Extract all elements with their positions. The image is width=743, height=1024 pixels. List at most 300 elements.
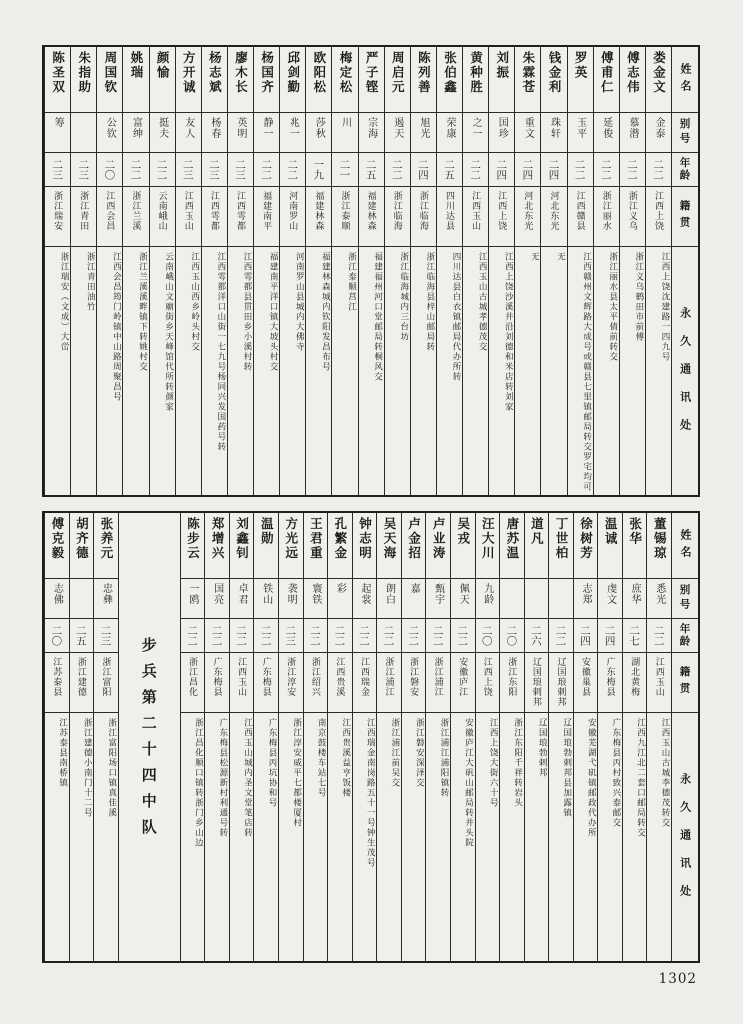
roster-entry-颜愉 bbox=[149, 47, 175, 495]
entry-age bbox=[646, 153, 671, 187]
entry-name bbox=[332, 47, 357, 113]
entry-origin bbox=[228, 187, 253, 247]
entry-address-text: 无 bbox=[529, 252, 540, 262]
entry-address-text: 安徽庐江大矾山邮局转井头院 bbox=[463, 718, 474, 848]
entry-name-text: 严子铿 bbox=[364, 51, 380, 95]
roster-entry-严子铿 bbox=[358, 47, 384, 495]
entry-origin-text: 浙江临海 bbox=[391, 191, 402, 231]
entry-name-text: 黄种胜 bbox=[468, 51, 484, 95]
entry-address bbox=[463, 247, 488, 495]
roster-entry-郑增兴 bbox=[204, 513, 229, 961]
entry-alias bbox=[500, 579, 524, 619]
entry-origin bbox=[71, 187, 96, 247]
entry-age bbox=[402, 619, 426, 653]
entry-age-text: 二二 bbox=[286, 159, 299, 180]
entry-age bbox=[377, 619, 401, 653]
entry-address-text: 江西雩都洋口山街一七九号杨同兴发国药号转 bbox=[215, 252, 226, 452]
entry-age bbox=[489, 153, 514, 187]
entry-address-text: 浙江兰溪溪畔镇下转姚村交 bbox=[137, 252, 148, 372]
entry-alias bbox=[332, 113, 357, 153]
entry-address-text: 浙江东阳千祥转岩头 bbox=[512, 718, 523, 808]
entry-alias bbox=[176, 113, 201, 153]
entry-name bbox=[574, 513, 598, 579]
entry-origin bbox=[463, 187, 488, 247]
entry-origin-text: 江西上饶 bbox=[496, 191, 507, 231]
entry-address bbox=[45, 247, 70, 495]
entry-address bbox=[71, 247, 96, 495]
entry-name bbox=[181, 513, 205, 579]
roster-entry-梅定松 bbox=[331, 47, 357, 495]
column-header-origin-text: 籍贯 bbox=[678, 200, 691, 233]
entry-alias bbox=[411, 113, 436, 153]
entry-name-text: 刘鑫钊 bbox=[234, 517, 250, 561]
entry-age-text: 二〇 bbox=[505, 625, 518, 646]
roster-entry-陈圣双 bbox=[44, 47, 70, 495]
entry-age-text: 二二 bbox=[599, 159, 612, 180]
entry-origin-text: 广东梅县 bbox=[604, 657, 615, 697]
entry-alias-text: 朗白 bbox=[383, 583, 395, 605]
entry-name bbox=[359, 47, 384, 113]
entry-alias bbox=[202, 113, 227, 153]
entry-origin bbox=[205, 653, 229, 713]
roster-entry-孔繁金 bbox=[327, 513, 352, 961]
entry-origin bbox=[94, 653, 118, 713]
column-header-address bbox=[672, 247, 698, 495]
entry-address bbox=[385, 247, 410, 495]
entry-origin bbox=[254, 653, 278, 713]
entry-age-text: 二二 bbox=[155, 159, 168, 180]
entry-address-text: 浙江丽水县太平倩前转交 bbox=[607, 252, 618, 362]
entry-name bbox=[515, 47, 540, 113]
entry-origin-text: 江西雩都 bbox=[234, 191, 245, 231]
entry-origin-text: 江苏泰县 bbox=[51, 657, 62, 697]
roster-entry-方开诚 bbox=[175, 47, 201, 495]
entry-origin-text: 江西玉山 bbox=[236, 657, 247, 697]
entry-origin-text: 云南峨山 bbox=[156, 191, 167, 231]
entry-origin-text: 广东梅县 bbox=[211, 657, 222, 697]
entry-address-text: 浙江临海城内三台坊 bbox=[398, 252, 409, 342]
entry-name-text: 傅甫仁 bbox=[599, 51, 615, 95]
entry-name bbox=[463, 47, 488, 113]
entry-origin-text: 浙江瑞安 bbox=[52, 191, 63, 231]
entry-address-text: 江西贵溪益亨饭楼 bbox=[340, 718, 351, 798]
entry-origin bbox=[306, 187, 331, 247]
entry-age-text: 二二 bbox=[573, 159, 586, 180]
entry-address-text: 福建南平洋口镇大坡头村交 bbox=[268, 252, 279, 372]
entry-origin-text: 福建林森 bbox=[313, 191, 324, 231]
entry-address-text: 江西玉山古城孝德茂交 bbox=[477, 252, 488, 352]
entry-name-text: 徐树芳 bbox=[578, 517, 594, 561]
entry-age-text: 二二 bbox=[129, 159, 142, 180]
entry-age bbox=[94, 619, 118, 653]
entry-alias bbox=[646, 113, 671, 153]
entry-address bbox=[489, 247, 514, 495]
entry-address-text: 福建林森城内钦阳发昌布号 bbox=[320, 252, 331, 372]
entry-origin-text: 浙江浦江 bbox=[432, 657, 443, 697]
entry-name bbox=[45, 47, 70, 113]
entry-address-text: 广东梅县丙村致兴泰邮交 bbox=[610, 718, 621, 828]
entry-origin bbox=[500, 653, 524, 713]
entry-alias-text: 玉平 bbox=[574, 117, 586, 139]
entry-alias bbox=[541, 113, 566, 153]
entry-origin bbox=[202, 187, 227, 247]
entry-age bbox=[437, 153, 462, 187]
roster-entry-徐树芳 bbox=[573, 513, 598, 961]
roster-entry-温诚 bbox=[597, 513, 622, 961]
entry-address bbox=[620, 247, 645, 495]
entry-alias bbox=[94, 579, 118, 619]
roster-entry-杨志斌 bbox=[201, 47, 227, 495]
entry-alias bbox=[45, 113, 70, 153]
entry-address bbox=[623, 713, 647, 961]
entry-name bbox=[254, 513, 278, 579]
entry-name bbox=[500, 513, 524, 579]
entry-age-text: 二五 bbox=[364, 159, 377, 180]
entry-origin bbox=[332, 187, 357, 247]
entry-name-text: 丁世柏 bbox=[553, 517, 569, 561]
entry-alias bbox=[451, 579, 475, 619]
entry-address-text: 江西玉山西乡岭头村交 bbox=[189, 252, 200, 352]
roster-entry-邱剑勤 bbox=[279, 47, 305, 495]
column-header-name bbox=[672, 47, 698, 113]
entry-origin bbox=[97, 187, 122, 247]
entry-age-text: 二二 bbox=[333, 625, 346, 646]
entry-name bbox=[385, 47, 410, 113]
entry-age-text: 二四 bbox=[416, 159, 429, 180]
entry-age bbox=[620, 153, 645, 187]
entry-address bbox=[437, 247, 462, 495]
entry-name-text: 温勋 bbox=[259, 517, 275, 546]
entry-name-text: 欧阳松 bbox=[311, 51, 327, 95]
entry-alias-text: 川 bbox=[339, 117, 351, 128]
entry-address bbox=[353, 713, 377, 961]
entry-address bbox=[306, 247, 331, 495]
entry-origin bbox=[489, 187, 514, 247]
entry-alias bbox=[525, 579, 549, 619]
entry-address bbox=[332, 247, 357, 495]
entry-origin-text: 浙江临海 bbox=[417, 191, 428, 231]
entry-name-text: 张养元 bbox=[98, 517, 114, 561]
entry-origin-text: 辽国琅剌邦 bbox=[530, 657, 541, 707]
entry-alias bbox=[377, 579, 401, 619]
entry-age-text: 二三 bbox=[284, 625, 297, 646]
entry-age bbox=[463, 153, 488, 187]
column-header-origin bbox=[672, 187, 698, 247]
entry-alias-text: 重文 bbox=[522, 117, 534, 139]
entry-alias bbox=[304, 579, 328, 619]
entry-origin-text: 江西上饶 bbox=[652, 191, 663, 231]
entry-address-text: 浙江磐安深泽交 bbox=[414, 718, 425, 788]
column-header-name bbox=[672, 513, 698, 579]
column-header-alias bbox=[672, 579, 698, 619]
entry-address bbox=[594, 247, 619, 495]
entry-alias bbox=[426, 579, 450, 619]
entry-alias bbox=[574, 579, 598, 619]
entry-age bbox=[205, 619, 229, 653]
entry-address-text: 江西上饶沈建路一四九号 bbox=[660, 252, 670, 362]
entry-origin-text: 安徽巢县 bbox=[580, 657, 591, 697]
entry-name-text: 傅志伟 bbox=[625, 51, 641, 95]
entry-alias-text: 庶华 bbox=[629, 583, 641, 605]
entry-age bbox=[97, 153, 122, 187]
entry-address-text: 浙江泰顺莒江 bbox=[346, 252, 357, 312]
entry-name bbox=[97, 47, 122, 113]
entry-alias-text: 志郑 bbox=[580, 583, 592, 605]
entry-age bbox=[123, 153, 148, 187]
entry-origin bbox=[620, 187, 645, 247]
entry-alias-text: 莎秋 bbox=[313, 117, 325, 139]
entry-origin bbox=[451, 653, 475, 713]
entry-alias-text: 杨春 bbox=[208, 117, 220, 139]
entry-alias bbox=[328, 579, 352, 619]
entry-alias bbox=[549, 579, 573, 619]
entry-alias bbox=[254, 113, 279, 153]
entry-age bbox=[574, 619, 598, 653]
entry-address-text: 江苏泰县南桥镇 bbox=[57, 718, 68, 788]
entry-age-text: 二二 bbox=[651, 159, 664, 180]
entry-origin-text: 浙江丽水 bbox=[600, 191, 611, 231]
entry-alias-text: 筹 bbox=[52, 117, 64, 128]
column-header-age bbox=[672, 619, 698, 653]
entry-alias bbox=[353, 579, 377, 619]
entry-address bbox=[202, 247, 227, 495]
entry-name-text: 道凡 bbox=[529, 517, 545, 546]
entry-name-text: 刘振 bbox=[494, 51, 510, 80]
entry-name bbox=[402, 513, 426, 579]
entry-origin bbox=[411, 187, 436, 247]
entry-age-text: 二二 bbox=[554, 625, 567, 646]
unit-label-text: 步兵第二十四中队 bbox=[139, 637, 158, 845]
entry-origin-text: 浙江泰顺 bbox=[339, 191, 350, 231]
entry-alias-text: 友人 bbox=[182, 117, 194, 139]
entry-name bbox=[525, 513, 549, 579]
entry-name-text: 卢金招 bbox=[406, 517, 422, 561]
entry-age bbox=[306, 153, 331, 187]
entry-origin-text: 辽国琅剌邦 bbox=[555, 657, 566, 707]
entry-origin bbox=[280, 187, 305, 247]
entry-origin-text: 浙江浦江 bbox=[383, 657, 394, 697]
entry-origin bbox=[230, 653, 254, 713]
roster-entry-朱霖苍 bbox=[514, 47, 540, 495]
entry-address bbox=[97, 247, 122, 495]
entry-age bbox=[176, 153, 201, 187]
roster-entry-刘振 bbox=[488, 47, 514, 495]
entry-name-text: 颜愉 bbox=[155, 51, 171, 80]
entry-age-text: 二二 bbox=[456, 625, 469, 646]
roster-entry-娄金文 bbox=[645, 47, 671, 495]
entry-address bbox=[228, 247, 253, 495]
entry-origin bbox=[176, 187, 201, 247]
entry-alias bbox=[385, 113, 410, 153]
entry-age bbox=[332, 153, 357, 187]
entry-origin-text: 江西雩都 bbox=[208, 191, 219, 231]
entry-origin bbox=[328, 653, 352, 713]
entry-name-text: 周启元 bbox=[390, 51, 406, 95]
entry-age-text: 二〇 bbox=[480, 625, 493, 646]
entry-age-text: 二二 bbox=[407, 625, 420, 646]
entry-age bbox=[280, 153, 305, 187]
entry-age-text: 二二 bbox=[186, 625, 199, 646]
column-header-origin-text: 籍贯 bbox=[678, 666, 691, 699]
entry-name-text: 廖木长 bbox=[233, 51, 249, 95]
entry-alias bbox=[45, 579, 69, 619]
entry-alias-text: 遏天 bbox=[391, 117, 403, 139]
entry-alias-text: 袭明 bbox=[285, 583, 297, 605]
entry-alias bbox=[97, 113, 122, 153]
entry-name bbox=[202, 47, 227, 113]
entry-address bbox=[205, 713, 229, 961]
entry-address-text: 江西会昌筠门岭镇中山路周聚昌号 bbox=[111, 252, 122, 402]
roster-table-top bbox=[42, 45, 700, 497]
entry-alias bbox=[437, 113, 462, 153]
entry-age-text: 二五 bbox=[442, 159, 455, 180]
entry-age bbox=[279, 619, 303, 653]
entry-origin bbox=[525, 653, 549, 713]
entry-address-text: 广东梅县丙坑协和号 bbox=[267, 718, 277, 808]
entry-name-text: 钟志明 bbox=[357, 517, 373, 561]
entry-address-text: 辽国琅勃剌邦县加露镇 bbox=[561, 718, 572, 818]
entry-address-text: 浙江临海县梓山邮局转 bbox=[424, 252, 435, 352]
entry-alias-text: 兆一 bbox=[287, 117, 299, 139]
entry-name bbox=[476, 513, 500, 579]
entry-name-text: 方光远 bbox=[283, 517, 299, 561]
entry-name-text: 陈列善 bbox=[416, 51, 432, 95]
entry-origin-text: 浙江富阳 bbox=[100, 657, 111, 697]
entry-address bbox=[254, 247, 279, 495]
entry-alias bbox=[594, 113, 619, 153]
entry-name-text: 杨国齐 bbox=[259, 51, 275, 95]
roster-entry-张华 bbox=[622, 513, 647, 961]
roster-entry-钟志明 bbox=[352, 513, 377, 961]
roster-entry-张伯鑫 bbox=[436, 47, 462, 495]
column-header-age bbox=[672, 153, 698, 187]
entry-address bbox=[568, 247, 593, 495]
roster-entry-汪大川 bbox=[475, 513, 500, 961]
entry-age-text: 二三 bbox=[99, 625, 112, 646]
entry-address bbox=[476, 713, 500, 961]
entry-address-text: 浙江义乌鹤田市前傅 bbox=[633, 252, 644, 342]
entry-name-text: 梅定松 bbox=[337, 51, 353, 95]
entry-origin-text: 浙江兰溪 bbox=[130, 191, 141, 231]
entry-address bbox=[426, 713, 450, 961]
entry-name bbox=[280, 47, 305, 113]
entry-age-text: 二二 bbox=[235, 625, 248, 646]
entry-name bbox=[328, 513, 352, 579]
entry-origin bbox=[426, 653, 450, 713]
entry-alias bbox=[515, 113, 540, 153]
entry-name bbox=[279, 513, 303, 579]
roster-entry-方光远 bbox=[278, 513, 303, 961]
entry-address bbox=[176, 247, 201, 495]
entry-alias-text: 英明 bbox=[234, 117, 246, 139]
entry-name-text: 吴天海 bbox=[382, 517, 398, 561]
entry-address bbox=[150, 247, 175, 495]
entry-address bbox=[94, 713, 118, 961]
entry-age bbox=[647, 619, 671, 653]
entry-name-text: 陈圣双 bbox=[50, 51, 66, 95]
entry-name-text: 吴戎 bbox=[455, 517, 471, 546]
entry-age bbox=[598, 619, 622, 653]
entry-name bbox=[451, 513, 475, 579]
column-header-address-text: 永久通讯处 bbox=[678, 307, 692, 447]
entry-origin bbox=[279, 653, 303, 713]
entry-origin-text: 浙江磐安 bbox=[408, 657, 419, 697]
entry-age bbox=[623, 619, 647, 653]
entry-name-text: 钱金利 bbox=[546, 51, 562, 95]
entry-origin-text: 河南罗山 bbox=[287, 191, 298, 231]
entry-age-text: 二三 bbox=[233, 159, 246, 180]
entry-address bbox=[279, 713, 303, 961]
entry-name bbox=[70, 513, 94, 579]
entry-origin-text: 江西赣县 bbox=[574, 191, 585, 231]
roster-entry-周启元 bbox=[384, 47, 410, 495]
entry-age bbox=[594, 153, 619, 187]
entry-alias-text: 彩 bbox=[334, 583, 346, 594]
entry-alias bbox=[279, 579, 303, 619]
entry-address-text: 江西瑞金南岗路五十一号钟生茂号 bbox=[365, 718, 376, 868]
entry-origin bbox=[574, 653, 598, 713]
roster-entry-傅甫仁 bbox=[593, 47, 619, 495]
entry-age bbox=[476, 619, 500, 653]
entry-origin bbox=[402, 653, 426, 713]
entry-name bbox=[568, 47, 593, 113]
entry-address-text: 福建福州河口堂邮局转桐风交 bbox=[372, 252, 383, 382]
entry-alias-text: 国珍 bbox=[496, 117, 508, 139]
entry-alias bbox=[568, 113, 593, 153]
entry-origin-text: 广东梅县 bbox=[260, 657, 271, 697]
entry-origin bbox=[377, 653, 401, 713]
entry-alias-text: 虔文 bbox=[604, 583, 616, 605]
entry-alias-text: 金泰 bbox=[652, 117, 664, 139]
entry-alias bbox=[70, 579, 94, 619]
roster-entry-姚瑞 bbox=[122, 47, 148, 495]
entry-age bbox=[45, 619, 69, 653]
entry-name bbox=[230, 513, 254, 579]
entry-address-text: 江西上饶沙溪井沿刘德和米店转刘家 bbox=[503, 252, 514, 412]
entry-address bbox=[181, 713, 205, 961]
entry-alias-text: 寰铁 bbox=[309, 583, 321, 605]
entry-age bbox=[150, 153, 175, 187]
entry-name bbox=[45, 513, 69, 579]
entry-age bbox=[304, 619, 328, 653]
entry-name-text: 唐苏温 bbox=[504, 517, 520, 561]
entry-address bbox=[280, 247, 305, 495]
entry-address-text: 江西玉山古城李德茂转交 bbox=[660, 718, 670, 828]
entry-address-text: 辽国琅勃剌邦 bbox=[537, 718, 548, 778]
roster-entry-卢业涛 bbox=[425, 513, 450, 961]
entry-origin-text: 四川达县 bbox=[443, 191, 454, 231]
entry-age-text: 二二 bbox=[308, 625, 321, 646]
entry-alias bbox=[623, 579, 647, 619]
entry-alias-text: 公钦 bbox=[104, 117, 116, 139]
entry-age-text: 二五 bbox=[74, 625, 87, 646]
entry-age-text: 二七 bbox=[628, 625, 641, 646]
entry-origin bbox=[598, 653, 622, 713]
entry-alias-text: 宗海 bbox=[365, 117, 377, 139]
entry-name bbox=[205, 513, 229, 579]
entry-age-text: 二四 bbox=[579, 625, 592, 646]
entry-name-text: 周国钦 bbox=[102, 51, 118, 95]
entry-age bbox=[70, 619, 94, 653]
entry-address bbox=[598, 713, 622, 961]
entry-name-text: 姚瑞 bbox=[128, 51, 144, 80]
entry-origin-text: 浙江义乌 bbox=[626, 191, 637, 231]
entry-age bbox=[71, 153, 96, 187]
entry-origin-text: 江西上饶 bbox=[481, 657, 492, 697]
entry-name-text: 卢业涛 bbox=[431, 517, 447, 561]
header-column bbox=[671, 47, 698, 495]
entry-age-text: 二四 bbox=[603, 625, 616, 646]
